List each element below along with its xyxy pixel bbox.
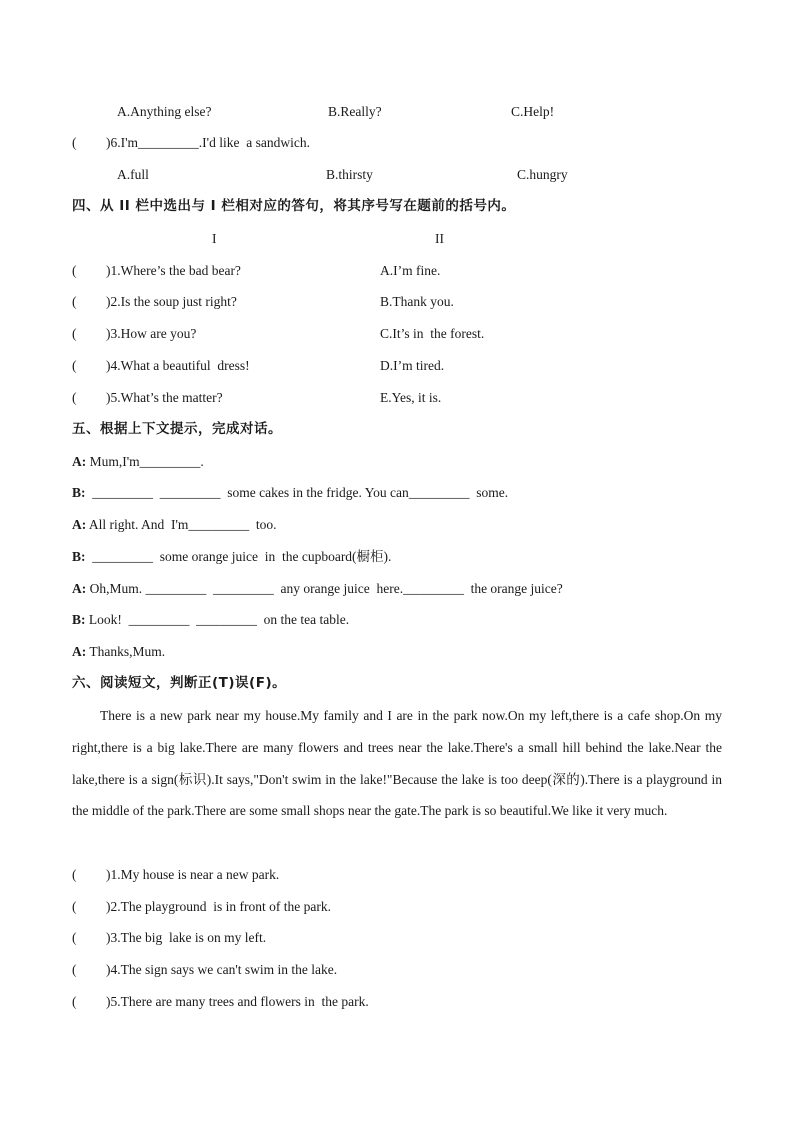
- section-4-title: 四、从 II 栏中选出与 I 栏相对应的答句，将其序号写在题前的括号内。: [72, 198, 516, 214]
- tf-question: ( )5.There are many trees and flowers in the park.: [72, 994, 369, 1009]
- reading-passage: There is a new park near my house.My family and I are in the park now.On my left,there is a cafe shop.On my right,there is a big lake.There are many flowers and trees near the lake.There's a small hill behind the lake.Near the lake,there is a sign(标识).It says,"Don't swim in the lake!"Because the lake is too deep(深的).There is a playground in the middle of the park.There are some small shops near the gate.The park is so beautiful.We like it very much.: [72, 708, 722, 819]
- option-a: A.full: [117, 167, 149, 182]
- option-a: A.Anything else?: [117, 104, 212, 119]
- match-question: ( )1.Where’s the bad bear?: [72, 263, 241, 278]
- section-5-title: 五、根据上下文提示，完成对话。: [72, 421, 282, 437]
- match-answer: C.It’s in the forest.: [380, 326, 485, 341]
- dialog-line: A: Thanks,Mum.: [72, 644, 166, 659]
- match-answer: B.Thank you.: [380, 294, 454, 309]
- tf-question: ( )4.The sign says we can't swim in the lake.: [72, 962, 338, 977]
- option-b: B.Really?: [328, 104, 382, 119]
- dialog-line: B: _________ some orange juice in the cupboard(橱柜).: [72, 549, 392, 564]
- column-ii-header: II: [435, 231, 444, 246]
- tf-question: ( )3.The big lake is on my left.: [72, 930, 267, 945]
- question-6: ( )6.I'm_________.I'd like a sandwich.: [72, 135, 310, 150]
- option-c: C.hungry: [517, 167, 568, 182]
- tf-question: ( )2.The playground is in front of the park.: [72, 899, 331, 914]
- match-question: ( )2.Is the soup just right?: [72, 294, 237, 309]
- match-question: ( )5.What’s the matter?: [72, 390, 223, 405]
- match-answer: D.I’m tired.: [380, 358, 445, 373]
- dialog-line: B: _________ _________ some cakes in the fridge. You can_________ some.: [72, 485, 509, 500]
- match-question: ( )3.How are you?: [72, 326, 197, 341]
- option-b: B.thirsty: [326, 167, 373, 182]
- dialog-line: A: Mum,I'm_________.: [72, 454, 204, 469]
- section-6-title: 六、阅读短文，判断正(T)误(F)。: [72, 675, 287, 691]
- dialog-line: A: All right. And I'm_________ too.: [72, 517, 277, 532]
- match-answer: A.I’m fine.: [380, 263, 441, 278]
- column-i-header: I: [212, 231, 217, 246]
- match-question: ( )4.What a beautiful dress!: [72, 358, 250, 373]
- dialog-line: B: Look! _________ _________ on the tea table.: [72, 612, 350, 627]
- dialog-line: A: Oh,Mum. _________ _________ any orange juice here._________ the orange juice?: [72, 581, 563, 596]
- match-answer: E.Yes, it is.: [380, 390, 442, 405]
- option-c: C.Help!: [511, 104, 555, 119]
- tf-question: ( )1.My house is near a new park.: [72, 867, 280, 882]
